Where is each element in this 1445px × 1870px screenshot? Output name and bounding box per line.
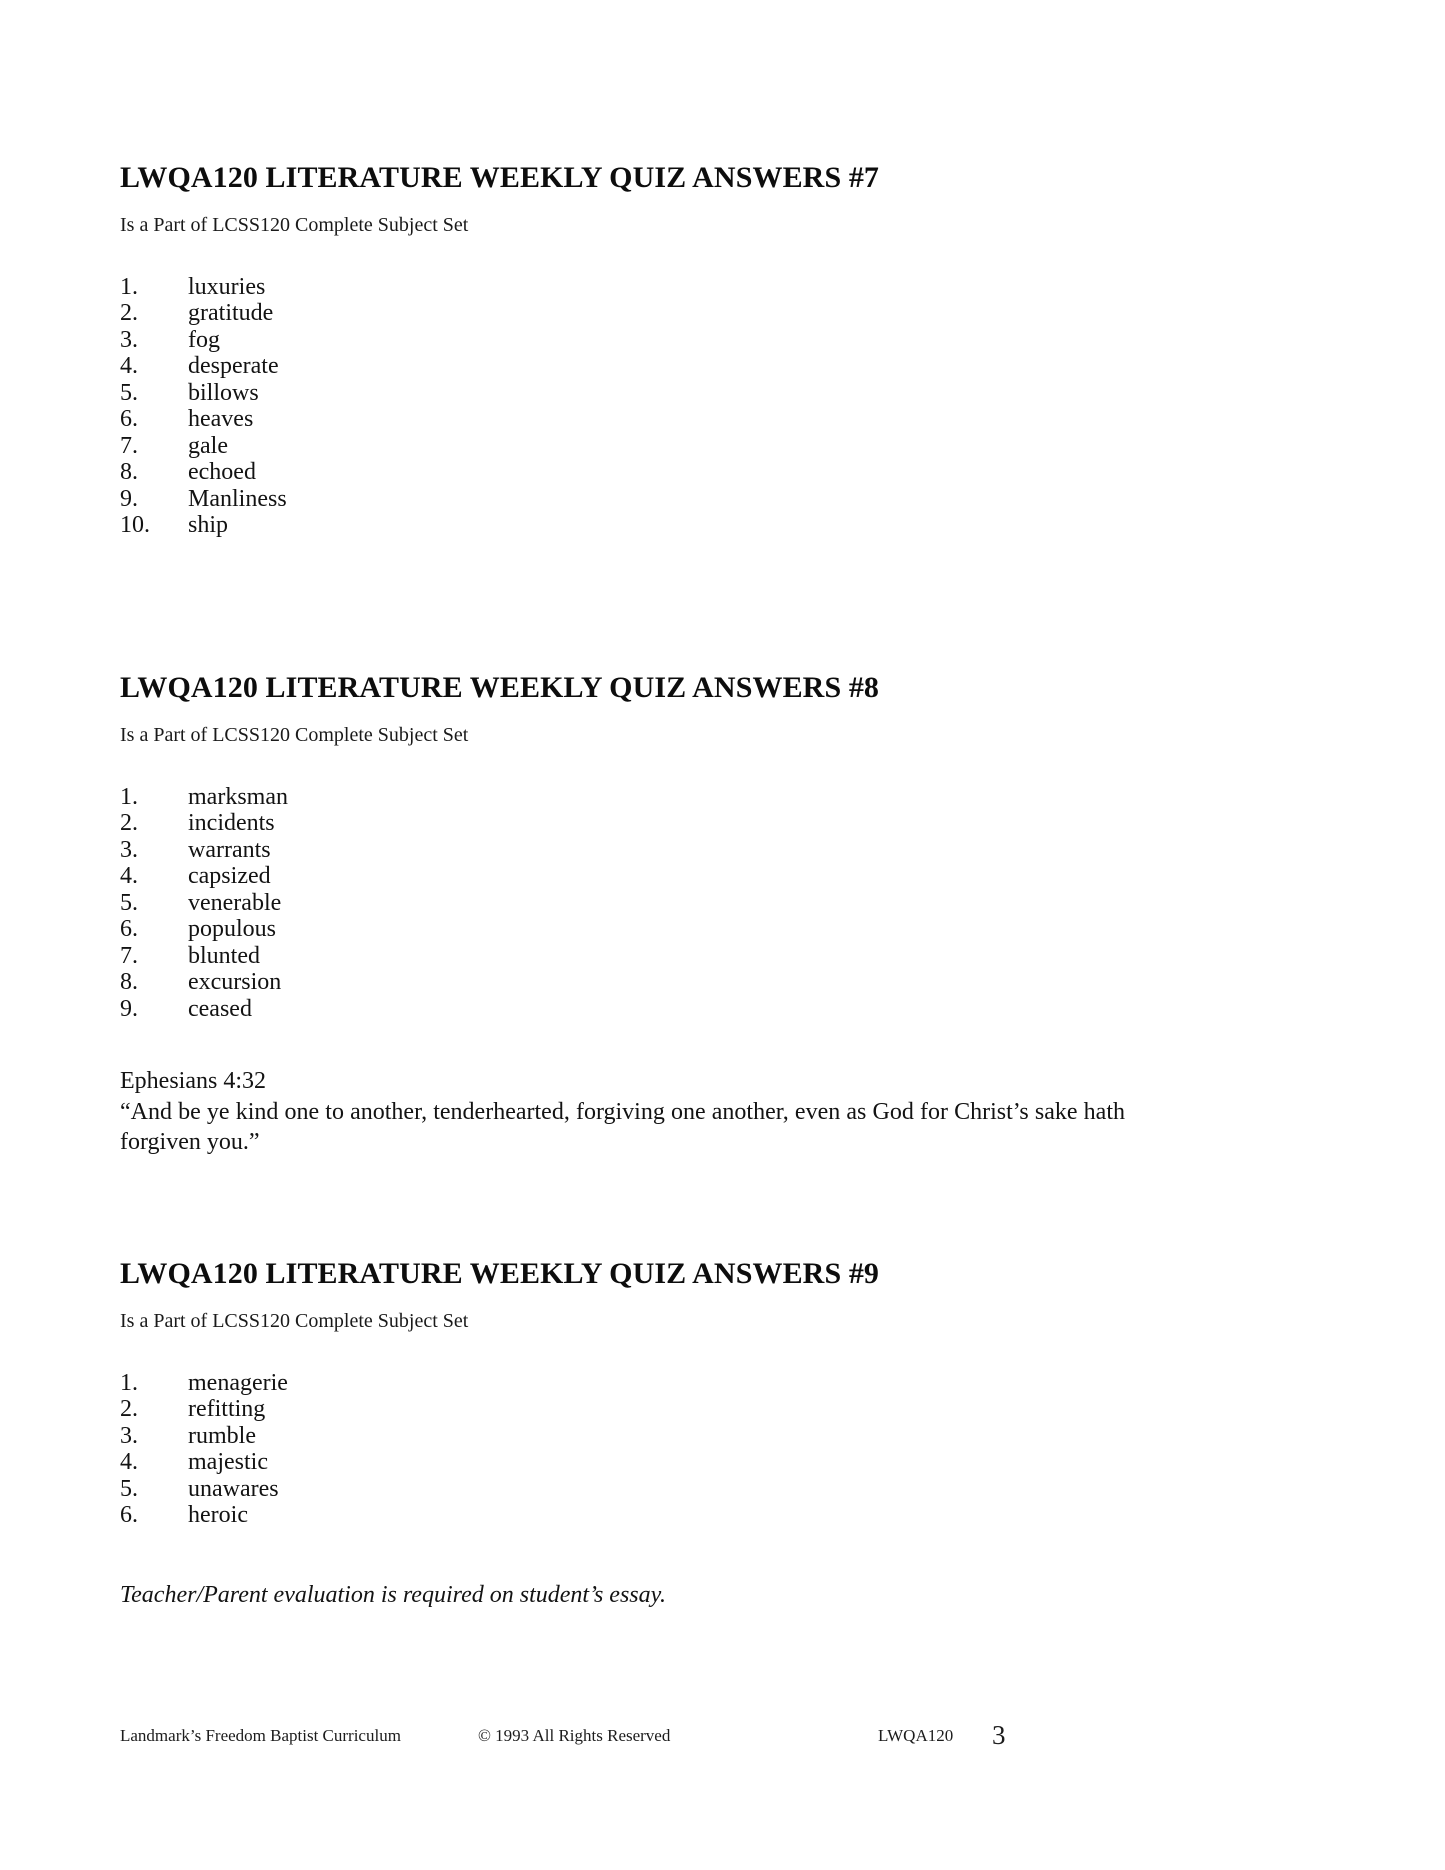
answer-item: [120, 784, 1130, 811]
answer-number: 1.: [120, 1369, 138, 1396]
answer-word: incidents: [188, 810, 275, 836]
teacher-evaluation-note: Teacher/Parent evaluation is required on student’s essay.: [120, 1581, 666, 1608]
answer-item: [120, 459, 1130, 486]
answer-list: [120, 784, 1130, 1023]
answer-item: [120, 380, 1130, 407]
answer-word: luxuries: [188, 273, 266, 300]
scripture-text: “And be ye kind one to another, tenderhearted, forgiving one another, even as God for Christ’s sake hath forgiven you.”: [120, 1098, 1125, 1155]
answer-word: blunted: [188, 942, 260, 969]
answer-item: [120, 996, 1130, 1023]
answer-item: [120, 1423, 1130, 1450]
section-title: LWQA120 LITERATURE WEEKLY QUIZ ANSWERS #7: [120, 161, 880, 194]
answer-item: [120, 810, 1130, 837]
answer-word: rumble: [188, 1422, 256, 1449]
answer-number: 5.: [120, 1475, 138, 1502]
answer-number: 1.: [120, 273, 138, 300]
footer-course-code: LWQA120: [878, 1726, 954, 1745]
answer-number: 1.: [120, 783, 138, 810]
answer-number: 6.: [120, 1502, 138, 1528]
answer-item: [120, 1449, 1130, 1476]
answer-number: 2.: [120, 810, 138, 836]
answer-word: ceased: [188, 995, 252, 1022]
answer-number: 3.: [120, 836, 138, 863]
answer-item: [120, 1396, 1130, 1423]
answer-number: 4.: [120, 353, 138, 379]
answer-item: [120, 890, 1130, 917]
section-title: LWQA120 LITERATURE WEEKLY QUIZ ANSWERS #9: [120, 1257, 880, 1290]
quiz-section-8: [120, 672, 1130, 1158]
answer-word: unawares: [188, 1475, 279, 1502]
answer-word: gale: [188, 432, 228, 459]
answer-item: [120, 512, 1130, 539]
footer-copyright: © 1993 All Rights Reserved: [478, 1726, 671, 1745]
answer-item: [120, 969, 1130, 996]
answer-number: 7.: [120, 432, 138, 459]
footer-page-number: 3: [992, 1720, 1006, 1750]
answer-item: [120, 300, 1130, 327]
answer-item: [120, 1476, 1130, 1503]
answer-word: marksman: [188, 783, 288, 810]
answer-word: heroic: [188, 1502, 248, 1528]
answer-word: heaves: [188, 406, 254, 432]
answer-item: [120, 1370, 1130, 1397]
answer-number: 5.: [120, 889, 138, 916]
answer-item: [120, 916, 1130, 943]
answer-number: 9.: [120, 995, 138, 1022]
answer-number: 10.: [120, 512, 150, 538]
answer-word: ship: [188, 512, 229, 538]
answer-number: 2.: [120, 1396, 138, 1422]
answer-number: 7.: [120, 942, 138, 969]
answer-number: 3.: [120, 326, 138, 353]
answer-word: Manliness: [188, 485, 287, 512]
answer-word: majestic: [188, 1449, 268, 1475]
answer-number: 4.: [120, 1449, 138, 1475]
answer-number: 6.: [120, 916, 138, 942]
answer-item: [120, 327, 1130, 354]
answer-list: [120, 1370, 1130, 1529]
answer-item: [120, 943, 1130, 970]
answer-word: desperate: [188, 353, 279, 379]
answer-word: warrants: [188, 836, 271, 863]
scripture-reference: Ephesians 4:32: [120, 1068, 266, 1094]
answer-item: [120, 486, 1130, 513]
answer-item: [120, 353, 1130, 380]
answer-number: 2.: [120, 300, 138, 326]
section-subtitle: Is a Part of LCSS120 Complete Subject Set: [120, 723, 469, 746]
answer-item: [120, 837, 1130, 864]
answer-word: populous: [188, 916, 277, 942]
answer-item: [120, 863, 1130, 890]
answer-number: 4.: [120, 863, 138, 889]
answer-number: 5.: [120, 379, 138, 406]
answer-word: venerable: [188, 889, 282, 916]
scripture-block: [120, 1066, 1130, 1158]
answer-number: 6.: [120, 406, 138, 432]
footer-publisher: Landmark’s Freedom Baptist Curriculum: [120, 1726, 401, 1745]
answer-word: billows: [188, 379, 259, 406]
answer-item: [120, 406, 1130, 433]
answer-word: excursion: [188, 969, 282, 995]
section-title: LWQA120 LITERATURE WEEKLY QUIZ ANSWERS #8: [120, 671, 880, 704]
answer-number: 8.: [120, 459, 138, 485]
answer-word: gratitude: [188, 300, 274, 326]
section-subtitle: Is a Part of LCSS120 Complete Subject Set: [120, 1309, 469, 1332]
answer-word: menagerie: [188, 1369, 288, 1396]
answer-number: 8.: [120, 969, 138, 995]
quiz-section-7: [120, 162, 1130, 539]
answer-word: capsized: [188, 863, 271, 889]
answer-item: [120, 1502, 1130, 1529]
answer-number: 3.: [120, 1422, 138, 1449]
answer-item: [120, 274, 1130, 301]
answer-item: [120, 433, 1130, 460]
answer-word: echoed: [188, 459, 256, 485]
quiz-section-9: [120, 1258, 1130, 1609]
answer-word: refitting: [188, 1396, 266, 1422]
answer-number: 9.: [120, 485, 138, 512]
answer-word: fog: [188, 326, 220, 353]
answer-list: [120, 274, 1130, 539]
section-subtitle: Is a Part of LCSS120 Complete Subject Set: [120, 213, 469, 236]
